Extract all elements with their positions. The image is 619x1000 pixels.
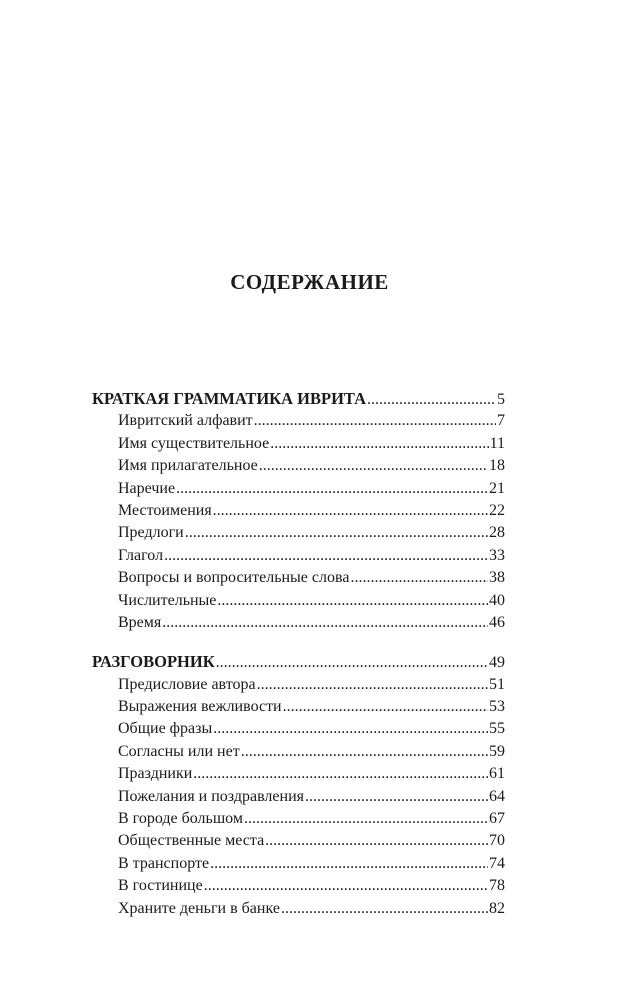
dot-leader	[176, 478, 488, 500]
dot-leader	[244, 808, 488, 830]
toc-entry-label: Местоимения	[118, 501, 212, 519]
toc-heading-label: КРАТКАЯ ГРАММАТИКА ИВРИТА	[92, 389, 367, 408]
dot-leader	[305, 786, 488, 808]
dot-leader	[185, 522, 488, 544]
toc-entry[interactable]	[92, 433, 505, 455]
toc-entry[interactable]	[92, 674, 505, 696]
toc-page-number: 7	[497, 412, 505, 430]
toc-page-number: 55	[489, 720, 505, 738]
toc-entry[interactable]	[92, 830, 505, 852]
toc-entry[interactable]	[92, 875, 505, 897]
toc-entry-label: Числительные	[118, 591, 217, 609]
toc-entry-label: Согласны или нет	[118, 742, 240, 760]
toc-page-number: 67	[489, 810, 505, 828]
toc-page-number: 11	[489, 434, 505, 452]
toc-entry[interactable]	[92, 741, 505, 763]
toc-entry-label: Вопросы и вопросительные слова	[118, 569, 350, 587]
toc-page-number: 70	[489, 832, 505, 850]
dot-leader	[270, 433, 488, 455]
toc-page-number: 74	[489, 854, 505, 872]
toc-entry[interactable]	[92, 718, 505, 740]
dot-leader	[204, 875, 488, 897]
toc-section-phrasebook	[92, 651, 505, 920]
toc-entry[interactable]	[92, 786, 505, 808]
toc-entry[interactable]	[92, 478, 505, 500]
toc-entry[interactable]	[92, 696, 505, 718]
toc-heading-label: РАЗГОВОРНИК	[92, 652, 215, 672]
toc-entry-label: В гостинице	[118, 877, 203, 895]
dot-leader	[254, 410, 496, 432]
dot-leader	[217, 590, 488, 612]
toc-entry-label: Наречие	[118, 479, 176, 497]
toc-entry-label: В городе большом	[118, 810, 243, 828]
dot-leader	[265, 830, 488, 852]
toc-entry-label: Имя существительное	[118, 434, 270, 452]
toc-entry[interactable]	[92, 898, 505, 920]
toc-page-number: 61	[489, 765, 505, 783]
toc-page-number: 18	[489, 457, 505, 475]
toc-page-number: 82	[489, 899, 505, 917]
toc-page-number: 51	[489, 675, 505, 693]
dot-leader	[241, 741, 488, 763]
toc-page-number: 22	[489, 501, 505, 519]
toc-entry-label: Выражения вежливости	[118, 698, 282, 716]
toc-entry[interactable]	[92, 500, 505, 522]
toc-entry[interactable]	[92, 522, 505, 544]
toc-page-number: 40	[489, 591, 505, 609]
toc-entry[interactable]	[92, 455, 505, 477]
toc-page-number: 59	[489, 742, 505, 760]
dot-leader	[259, 455, 488, 477]
dot-leader	[213, 500, 488, 522]
dot-leader	[367, 389, 496, 410]
toc-page-number: 78	[489, 877, 505, 895]
toc-entry-label: Праздники	[118, 765, 193, 783]
toc-entry-label: Предисловие автора	[118, 675, 256, 693]
dot-leader	[213, 718, 488, 740]
toc-entry[interactable]	[92, 590, 505, 612]
toc-page-number: 38	[489, 569, 505, 587]
toc-page-number: 53	[489, 698, 505, 716]
toc-page-number: 5	[497, 391, 505, 408]
toc-entry[interactable]	[92, 545, 505, 567]
dot-leader	[216, 652, 488, 673]
toc-page-number: 33	[489, 546, 505, 564]
toc-page-number: 64	[489, 787, 505, 805]
dot-leader	[193, 763, 488, 785]
toc-page-number: 46	[489, 613, 505, 631]
toc-entry-label: Храните деньги в банке	[118, 899, 280, 917]
dot-leader	[283, 696, 488, 718]
toc-page-number: 28	[489, 524, 505, 542]
toc-entry-label: Имя прилагательное	[118, 457, 258, 475]
toc-entry-label: Общие фразы	[118, 720, 213, 738]
toc-section-grammar	[92, 388, 505, 634]
toc-heading[interactable]	[92, 388, 505, 410]
toc-entry-label: Ивритский алфавит	[118, 412, 253, 430]
toc-entry[interactable]	[92, 612, 505, 634]
toc-entry[interactable]	[92, 410, 505, 432]
dot-leader	[257, 674, 488, 696]
dot-leader	[350, 567, 488, 589]
toc-entry[interactable]	[92, 853, 505, 875]
toc-entry[interactable]	[92, 808, 505, 830]
toc-page-number: 21	[489, 479, 505, 497]
dot-leader	[210, 853, 488, 875]
dot-leader	[162, 612, 488, 634]
toc-entry[interactable]	[92, 567, 505, 589]
dot-leader	[281, 898, 488, 920]
toc-entry-label: Глагол	[118, 546, 164, 564]
toc-entry-label: Время	[118, 613, 162, 631]
toc-entry-label: Предлоги	[118, 524, 184, 542]
toc-page-number: 49	[489, 654, 505, 672]
toc-entry-label: В транспорте	[118, 854, 210, 872]
toc-heading[interactable]	[92, 651, 505, 673]
page-title: СОДЕРЖАНИЕ	[230, 270, 389, 294]
toc-entry[interactable]	[92, 763, 505, 785]
toc-entry-label: Пожелания и поздравления	[118, 787, 304, 805]
table-of-contents	[92, 388, 505, 920]
toc-entry-label: Общественные места	[118, 832, 265, 850]
dot-leader	[164, 545, 488, 567]
